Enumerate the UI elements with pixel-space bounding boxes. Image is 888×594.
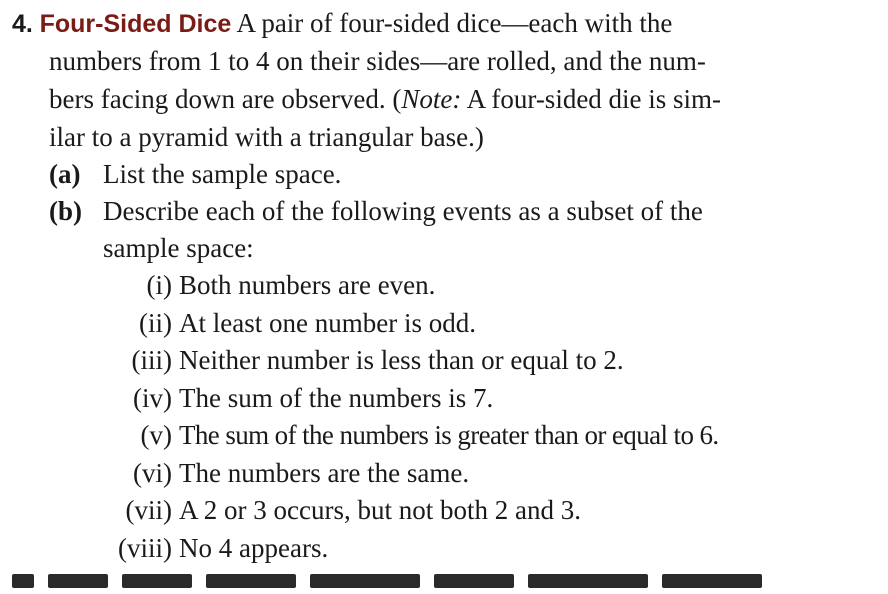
stem-text-4: ilar to a pyramid with a triangular base.) [49,122,484,152]
subpart-label: (i) [146,270,172,300]
subpart-vii [12,492,872,530]
subpart-text: The numbers are the same. [179,457,470,488]
subpart-ii [12,305,872,343]
problem-4 [12,4,872,567]
cutoff-glyph [434,574,514,588]
stem-line-3 [12,80,872,118]
stem-text-3: bers facing down are observed. ( [49,84,402,114]
note-text: A four-sided die is sim- [461,84,722,114]
subpart-text: Both numbers are even. [179,270,436,300]
subpart-label: (iii) [131,345,172,375]
subpart-viii [12,530,872,568]
stem-text-1: A pair of four-sided dice—each with the [231,8,673,38]
subpart-label: (vii) [125,495,172,525]
part-label: (b) [49,196,82,226]
subpart-text: Neither number is less than or equal to 2. [179,345,624,375]
subpart-label: (v) [140,420,172,450]
note-label: Note: [401,84,462,114]
subpart-i [12,267,872,305]
subpart-label: (vi) [133,457,172,488]
problem-number: 4. [12,10,33,38]
part-text-continued: sample space: [103,233,254,263]
next-problem-cutoff [12,574,872,594]
subpart-label: (viii) [118,532,172,563]
stem-line-4 [12,118,872,156]
subpart-label: (iv) [133,382,172,413]
cutoff-glyph [528,574,648,588]
part-text: Describe each of the following events as a subset of the [103,196,703,226]
stem-line-1 [12,4,872,42]
subpart-text: No 4 appears. [179,532,329,563]
subpart-text: At least one number is odd. [179,307,476,338]
cutoff-glyph [122,574,192,588]
cutoff-glyph [206,574,296,588]
stem-text-2: numbers from 1 to 4 on their sides—are rolled, and the num- [49,46,706,76]
cutoff-glyph [48,574,108,588]
part-a [12,156,872,193]
subpart-iii [12,342,872,380]
part-b [12,193,872,267]
cutoff-glyph [12,574,34,588]
stem-line-2 [12,42,872,80]
problem-title: Four-Sided Dice [39,10,232,38]
subpart-text: A 2 or 3 occurs, but not both 2 and 3. [179,495,581,525]
subpart-text: The sum of the numbers is greater than or equal to 6. [179,420,719,450]
subpart-vi [12,455,872,493]
subpart-iv [12,380,872,418]
part-text: List the sample space. [103,159,342,189]
subpart-label: (ii) [139,307,172,338]
subpart-v [12,417,872,455]
part-label: (a) [49,159,81,189]
cutoff-glyph [310,574,420,588]
subpart-text: The sum of the numbers is 7. [179,382,494,413]
cutoff-glyph [662,574,762,588]
